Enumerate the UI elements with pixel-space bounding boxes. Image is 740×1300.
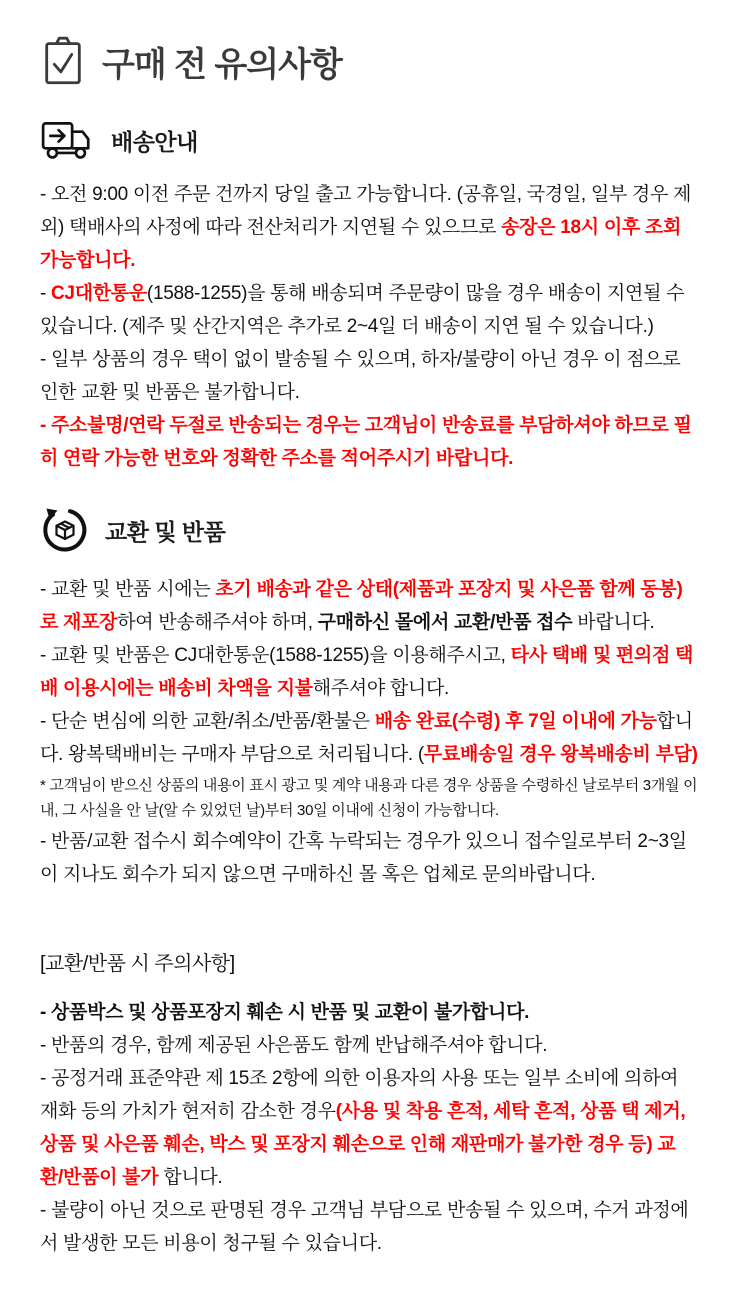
section-caution-header — [40, 947, 698, 976]
text-segment: 배송 완료(수령) 후 7일 이내에 가능 — [374, 711, 657, 732]
text-segment: (사용 및 착용 흔적, 세탁 흔적, 상품 택 제거, 상품 및 사은품 훼손, 박스 및 포장지 훼손으로 인해 재판매가 불가한 경우 등) 교환/반품이 불가 — [40, 1101, 686, 1188]
notice-paragraph — [40, 771, 698, 825]
notice-paragraph — [40, 409, 698, 475]
exchange-paragraphs — [40, 573, 698, 891]
text-segment: 해주셔야 합니다. — [312, 678, 450, 699]
text-segment: 하여 반송해주셔야 하며, — [117, 612, 318, 633]
text-segment: - 반품의 경우, 함께 제공된 사은품도 함께 반납해주셔야 합니다. — [40, 1035, 548, 1056]
text-segment: - — [40, 283, 52, 304]
notice-paragraph — [40, 277, 698, 343]
section-shipping-header — [40, 120, 698, 160]
section-caution — [40, 947, 698, 1260]
text-segment: - 오전 9:00 이전 주문 건까지 당일 출고 가능합니다. (공휴일, 국경일, 일부 경우 제외) 택배사의 사정에 따라 전산처리가 지연될 수 있으므로 — [40, 184, 692, 238]
text-segment: 송장은 18시 이후 조회 가능합니다. — [40, 217, 682, 271]
text-segment: - 주소불명/연락 두절로 반송되는 경우는 고객님이 반송료를 부담하셔야 하므로 필히 연락 가능한 번호와 정확한 주소를 적어주시기 바랍니다. — [40, 415, 692, 469]
section-exchange-header — [40, 505, 698, 555]
caution-paragraphs — [40, 996, 698, 1260]
notice-paragraph — [40, 996, 698, 1029]
text-segment: 합니다. — [158, 1167, 223, 1188]
text-segment: 바랍니다. — [572, 612, 655, 633]
text-segment: 무료배송일 경우 왕복배송비 부담) — [423, 744, 698, 765]
section-heading-exchange: 교환 및 반품 — [105, 518, 226, 545]
text-segment: - 상품박스 및 상품포장지 훼손 시 반품 및 교환이 불가합니다. — [40, 1002, 530, 1023]
text-segment: 합니다. 왕복택배비는 구매자 부담으로 처리됩니다. ( — [40, 711, 693, 765]
notice-paragraph — [40, 1194, 698, 1260]
text-segment: - 일부 상품의 경우 택이 없이 발송될 수 있으며, 하자/불량이 아닌 경우 이 점으로 인한 교환 및 반품은 불가합니다. — [40, 349, 681, 403]
shipping-paragraphs — [40, 178, 698, 475]
truck-icon — [40, 120, 96, 160]
notice-paragraph — [40, 178, 698, 277]
text-segment: - 반품/교환 접수시 회수예약이 간혹 누락되는 경우가 있으니 접수일로부터 2~3일이 지나도 회수가 되지 않으면 구매하신 몰 혹은 업체로 문의바랍니다. — [40, 831, 687, 885]
notice-paragraph — [40, 573, 698, 639]
page-title-row — [40, 36, 698, 86]
page-title: 구매 전 유의사항 — [102, 45, 342, 84]
section-exchange-return — [40, 505, 698, 891]
text-segment: - 교환 및 반품 시에는 — [40, 579, 216, 600]
clipboard-check-icon — [40, 36, 86, 86]
text-segment: 초기 배송과 같은 상태(제품과 포장지 및 사은품 함께 동봉)로 재포장 — [40, 579, 683, 633]
notice-paragraph — [40, 639, 698, 705]
section-shipping — [40, 120, 698, 475]
text-segment: 구매하신 몰에서 교환/반품 접수 — [317, 612, 573, 633]
notice-paragraph — [40, 343, 698, 409]
text-segment: - 단순 변심에 의한 교환/취소/반품/환불은 — [40, 711, 375, 732]
text-segment: - 공정거래 표준약관 제 15조 2항에 의한 이용자의 사용 또는 일부 소비에 의하여 재화 등의 가치가 현저히 감소한 경우 — [40, 1068, 679, 1122]
notice-paragraph — [40, 705, 698, 771]
section-heading-caution: [교환/반품 시 주의사항] — [40, 953, 235, 975]
text-segment: CJ대한통운 — [51, 283, 147, 304]
notice-paragraph — [40, 1062, 698, 1194]
text-segment: (1588-1255)을 통해 배송되며 주문량이 많을 경우 배송이 지연될 수 있습니다. (제주 및 산간지역은 추가로 2~4일 더 배송이 지연 될 수 있습니다.) — [40, 283, 685, 337]
text-segment: - 교환 및 반품은 CJ대한통운(1588-1255)을 이용해주시고, — [40, 645, 511, 666]
section-heading-shipping: 배송안내 — [111, 128, 198, 155]
notice-paragraph — [40, 1029, 698, 1062]
text-segment: 타사 택배 및 편의점 택배 이용시에는 배송비 차액을 지불 — [40, 645, 694, 699]
text-segment: - 불량이 아닌 것으로 판명된 경우 고객님 부담으로 반송될 수 있으며, 수거 과정에서 발생한 모든 비용이 청구될 수 있습니다. — [40, 1200, 689, 1254]
notice-paragraph — [40, 825, 698, 891]
return-box-icon — [40, 505, 90, 555]
text-segment: * 고객님이 받으신 상품의 내용이 표시 광고 및 계약 내용과 다른 경우 상품을 수령하신 날로부터 3개월 이내, 그 사실을 안 날(알 수 있었던 날)부터 30일 이내에 신청이 가능합니다. — [40, 777, 698, 819]
